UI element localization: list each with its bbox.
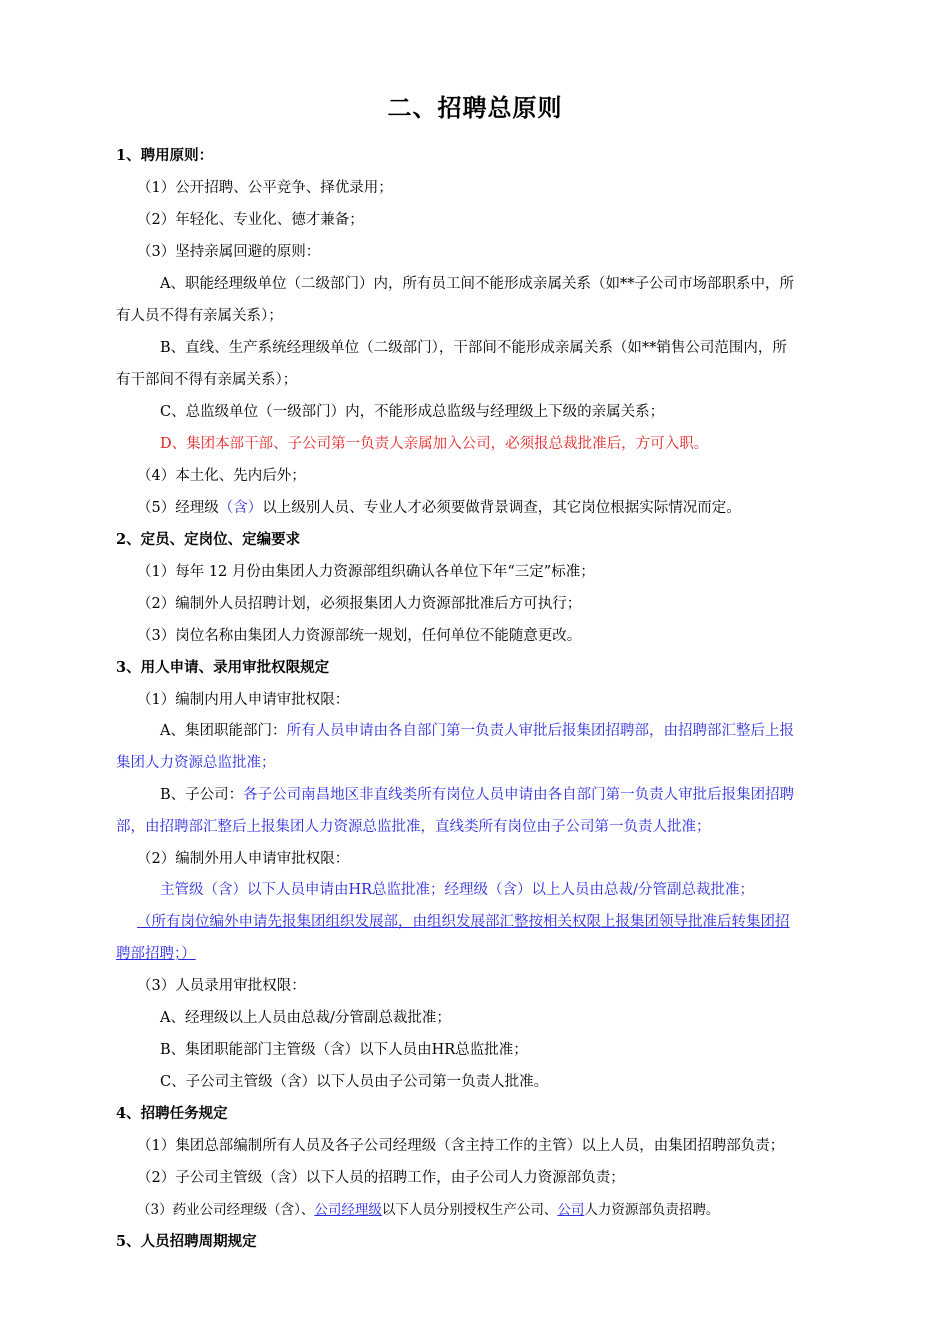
s1-item-4: （4）本土化、先内后外； xyxy=(137,468,306,484)
s1-item-5 xyxy=(137,498,741,518)
s3-rule-b-line1 xyxy=(160,785,794,805)
s1-item-5-part2: （含） xyxy=(218,500,263,516)
page-title: 二、招聘总原则 xyxy=(387,93,563,122)
s2-item-3: （3）岗位名称由集团人力资源部统一规划，任何单位不能随意更改。 xyxy=(137,628,582,644)
s1-rule-d: D、集团本部干部、子公司第一负责人亲属加入公司，必须报总裁批准后，方可入职。 xyxy=(160,436,709,452)
s3-approval-c: C、子公司主管级（含）以下人员由子公司第一负责人批准。 xyxy=(160,1074,549,1090)
s1-rule-a-line1: A、职能经理级单位（二级部门）内，所有员工间不能形成亲属关系（如**子公司市场部职系中，所 xyxy=(160,276,794,292)
s1-item-2: （2）年轻化、专业化、德才兼备； xyxy=(137,212,364,228)
s3-item-2-note-line2: 聘部招聘；） xyxy=(116,946,196,962)
s4-item-3-part2: 以下人员分别授权生产公司、 xyxy=(381,1202,558,1218)
s2-item-1: （1）每年 12 月份由集团人力资源部组织确认各单位下年“三定”标准； xyxy=(137,564,595,580)
s4-item-3-part1: （3）药业公司经理级（含）、 xyxy=(137,1202,315,1218)
s1-rule-b-line1: B、直线、生产系统经理级单位（二级部门），干部间不能形成亲属关系（如**销售公司范围内，所 xyxy=(160,340,787,356)
s2-item-2: （2）编制外人员招聘计划，必须报集团人力资源部批准后方可执行； xyxy=(137,596,582,612)
s3-item-2-note-line1: （所有岗位编外申请先报集团组织发展部，由组织发展部汇整按相关权限上报集团领导批准后转集团招 xyxy=(137,914,790,930)
s4-item-3-link2[interactable]: 公司 xyxy=(557,1202,585,1218)
s3-item-2-rule: 主管级（含）以下人员申请由HR总监批准；经理级（含）以上人员由总裁/分管副总裁批准； xyxy=(160,882,754,898)
section-3-heading: 3、用人申请、录用审批权限规定 xyxy=(116,659,330,676)
s3-rule-a-line1 xyxy=(160,721,794,741)
s3-item-1: （1）编制内用人申请审批权限： xyxy=(137,692,350,708)
s3-rule-a-prefix: A、集团职能部门： xyxy=(160,723,287,739)
s3-item-2: （2）编制外用人申请审批权限： xyxy=(137,851,350,867)
s1-rule-c: C、总监级单位（一级部门）内，不能形成总监级与经理级上下级的亲属关系； xyxy=(160,404,665,420)
s3-rule-a-text: 所有人员申请由各自部门第一负责人审批后报集团招聘部，由招聘部汇整后上报 xyxy=(286,723,794,739)
s3-rule-a-line2: 集团人力资源总监批准； xyxy=(116,755,276,771)
s3-item-3: （3）人员录用审批权限： xyxy=(137,978,306,994)
s1-item-5-part1: （5）经理级 xyxy=(137,500,219,516)
section-4-heading: 4、招聘任务规定 xyxy=(116,1105,228,1122)
s4-item-1: （1）集团总部编制所有人员及各子公司经理级（含主持工作的主管）以上人员，由集团招聘部负责； xyxy=(137,1138,785,1154)
s4-item-3-part3: 人力资源部负责招聘。 xyxy=(584,1202,720,1218)
section-2-heading: 2、定员、定岗位、定编要求 xyxy=(116,531,301,548)
s3-rule-b-line2: 部，由招聘部汇整后上报集团人力资源总监批准，直线类所有岗位由子公司第一负责人批准； xyxy=(116,819,711,835)
section-5-heading: 5、人员招聘周期规定 xyxy=(116,1233,257,1250)
s1-item-3: （3）坚持亲属回避的原则： xyxy=(137,244,321,260)
s4-item-3-link1[interactable]: 公司经理级 xyxy=(314,1202,382,1218)
s3-approval-b: B、集团职能部门主管级（含）以下人员由HR总监批准； xyxy=(160,1042,528,1058)
s3-rule-b-prefix: B、子公司： xyxy=(160,787,244,803)
section-1-heading: 1、聘用原则： xyxy=(116,147,214,164)
s3-rule-b-text: 各子公司南昌地区非直线类所有岗位人员申请由各自部门第一负责人审批后报集团招聘 xyxy=(243,787,795,803)
s4-item-2: （2）子公司主管级（含）以下人员的招聘工作，由子公司人力资源部负责； xyxy=(137,1170,625,1186)
s4-item-3 xyxy=(137,1200,719,1220)
s3-approval-a: A、经理级以上人员由总裁/分管副总裁批准； xyxy=(160,1010,451,1026)
s1-rule-b-line2: 有干部间不得有亲属关系）； xyxy=(116,372,298,388)
s1-rule-a-line2: 有人员不得有亲属关系）； xyxy=(116,308,283,324)
s1-item-5-part3: 以上级别人员、专业人才必须要做背景调查，其它岗位根据实际情况而定。 xyxy=(262,500,741,516)
s1-item-1: （1）公开招聘、公平竞争、择优录用； xyxy=(137,180,393,196)
